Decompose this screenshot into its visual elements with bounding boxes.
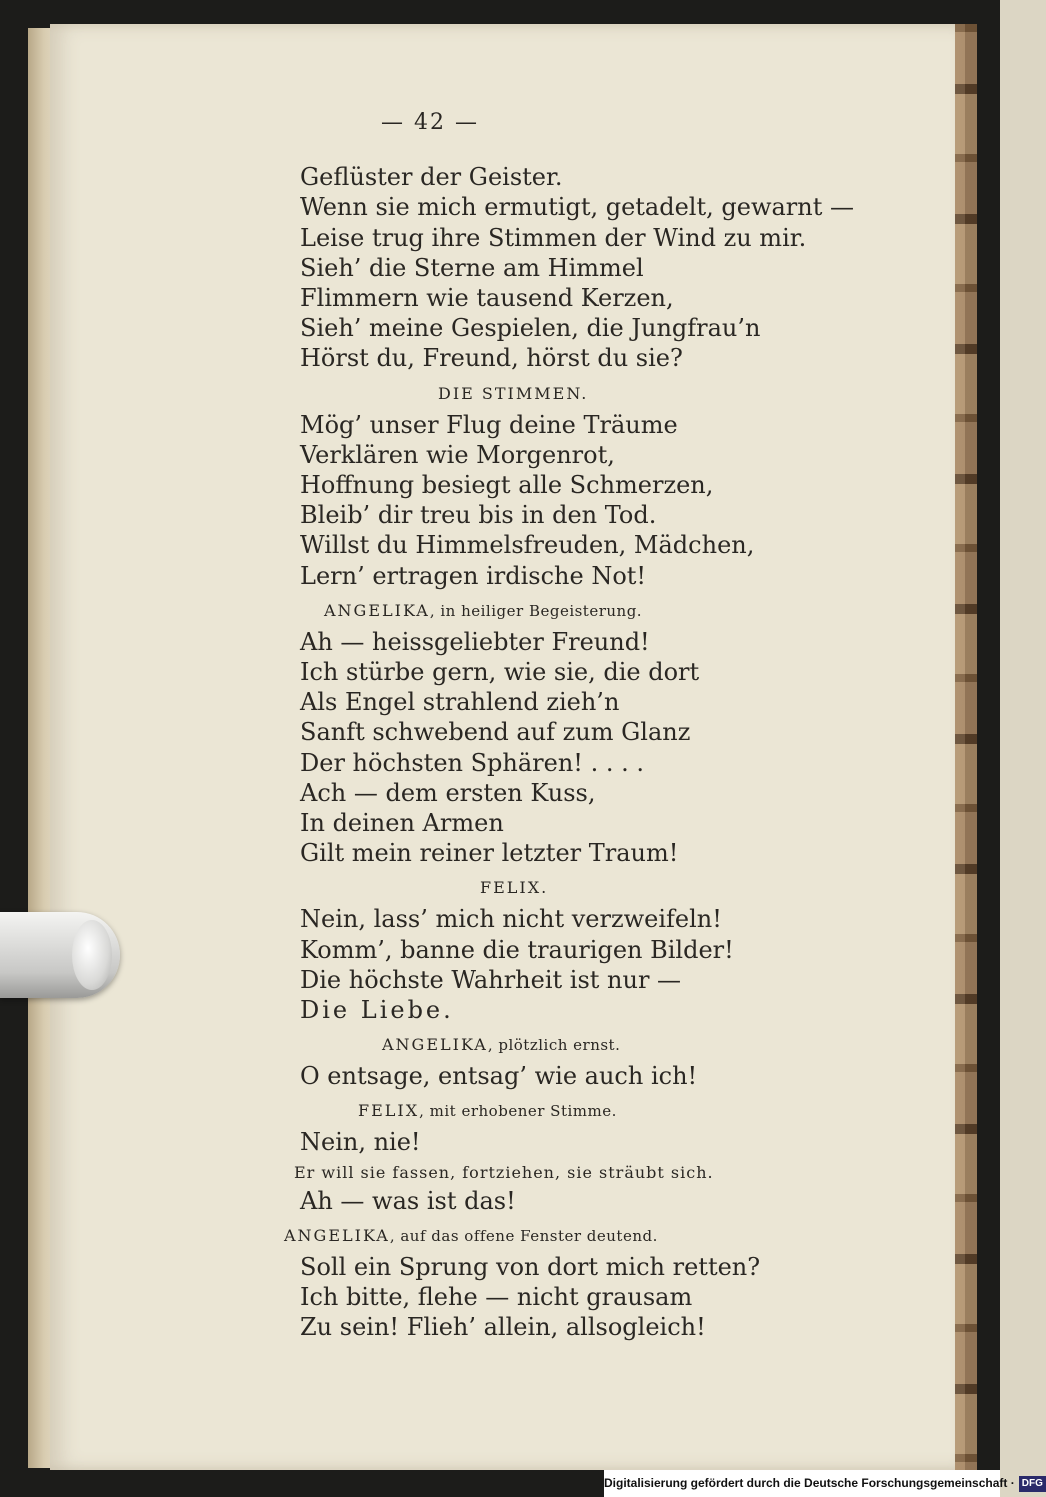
verse-line: Sieh’ die Sterne am Himmel — [300, 253, 644, 282]
verse-line: Ah — heissgeliebter Freund! — [300, 627, 650, 656]
speaker-name: FELIX — [358, 1101, 420, 1121]
verse-line: Zu sein! Flieh’ allein, allsogleich! — [300, 1313, 706, 1342]
verse-line: Gilt mein reiner letzter Traum! — [300, 839, 679, 868]
verse-line: Nein, lass’ mich nicht verzweifeln! — [300, 905, 722, 934]
felix-block — [300, 1186, 820, 1216]
speaker-angelika — [284, 1224, 820, 1248]
speaker-name: ANGELIKA — [382, 1035, 488, 1055]
verse-line: Komm’, banne die traurigen Bilder! — [300, 935, 734, 964]
speaker-stimmen: DIE STIMMEN. — [438, 383, 589, 403]
verse-line: Ah — was ist das! — [300, 1186, 516, 1215]
footer-text: Digitalisierung gefördert durch die Deutsche Forschungsgemeinschaft — [604, 1476, 1008, 1490]
felix-block — [300, 904, 820, 1025]
verse-line: Ich bitte, flehe — nicht grausam — [300, 1283, 693, 1312]
speaker-angelika — [382, 1033, 820, 1057]
stimmen-block — [300, 410, 820, 591]
verse-line: Als Engel strahlend zieh’n — [300, 688, 620, 717]
verse-line: Nein, nie! — [300, 1128, 421, 1157]
stage-direction: , in heiliger Begeisterung. — [429, 601, 643, 620]
verse-line: Flimmern wie tausend Kerzen, — [300, 284, 674, 313]
dfg-logo: DFG — [1019, 1476, 1046, 1492]
verse-line: Verklären wie Morgenrot, — [300, 440, 615, 469]
verse-line: Ach — dem ersten Kuss, — [300, 778, 596, 807]
verse-line: Soll ein Sprung von dort mich retten? — [300, 1252, 761, 1281]
page-text — [284, 108, 855, 1343]
speaker-angelika — [324, 599, 820, 623]
verse-line: Hoffnung besiegt alle Schmerzen, — [300, 471, 714, 500]
angelika-block — [300, 1252, 820, 1343]
speaker-felix: FELIX. — [480, 878, 549, 898]
verse-line: Hörst du, Freund, hörst du sie? — [300, 344, 683, 373]
binding-edge — [955, 24, 977, 1470]
thumbnail-highlight — [72, 920, 112, 990]
verse-line: Wenn sie mich ermutigt, getadelt, gewarnt — — [300, 193, 855, 222]
verse-line: Willst du Himmelsfreuden, Mädchen, — [300, 531, 755, 560]
speaker-felix — [358, 1099, 820, 1123]
verse-line: Die Liebe. — [300, 996, 454, 1025]
page-number: — 42 — — [381, 110, 479, 135]
stage-direction: , plötzlich ernst. — [487, 1036, 621, 1055]
verse-line: Mög’ unser Flug deine Träume — [300, 410, 678, 439]
verse-line: Bleib’ dir treu bis in den Tod. — [300, 501, 657, 530]
stage-direction: , mit erhobener Stimme. — [419, 1102, 617, 1121]
digitization-footer: Digitalisierung gefördert durch die Deutsche Forschungsgemeinschaft · DFG — [604, 1470, 1000, 1497]
verse-line: Ich stürbe gern, wie sie, die dort — [300, 658, 700, 687]
stage-direction: , auf das offene Fenster deutend. — [389, 1226, 658, 1245]
verse-line: Die höchste Wahrheit ist nur — — [300, 965, 682, 994]
verse-line: Sieh’ meine Gespielen, die Jungfrau’n — [300, 314, 761, 343]
verse-line: Lern’ ertragen irdische Not! — [300, 561, 647, 590]
verse-line: Der höchsten Sphären! . . . . — [300, 748, 644, 777]
verse-line: Geflüster der Geister. — [300, 163, 563, 192]
verse-line: O entsage, entsag’ wie auch ich! — [300, 1062, 698, 1091]
intro-block — [300, 162, 855, 373]
angelika-block — [300, 627, 820, 869]
stage-direction: Er will sie fassen, fortziehen, sie sträubt sich. — [294, 1162, 714, 1182]
verse-line: Leise trug ihre Stimmen der Wind zu mir. — [300, 223, 807, 252]
verse-line: Sanft schwebend auf zum Glanz — [300, 718, 691, 747]
angelika-block — [300, 1061, 820, 1091]
verse-line: In deinen Armen — [300, 809, 504, 838]
felix-block — [300, 1127, 820, 1157]
speaker-name: ANGELIKA — [284, 1225, 390, 1245]
speaker-name: ANGELIKA — [324, 600, 430, 620]
